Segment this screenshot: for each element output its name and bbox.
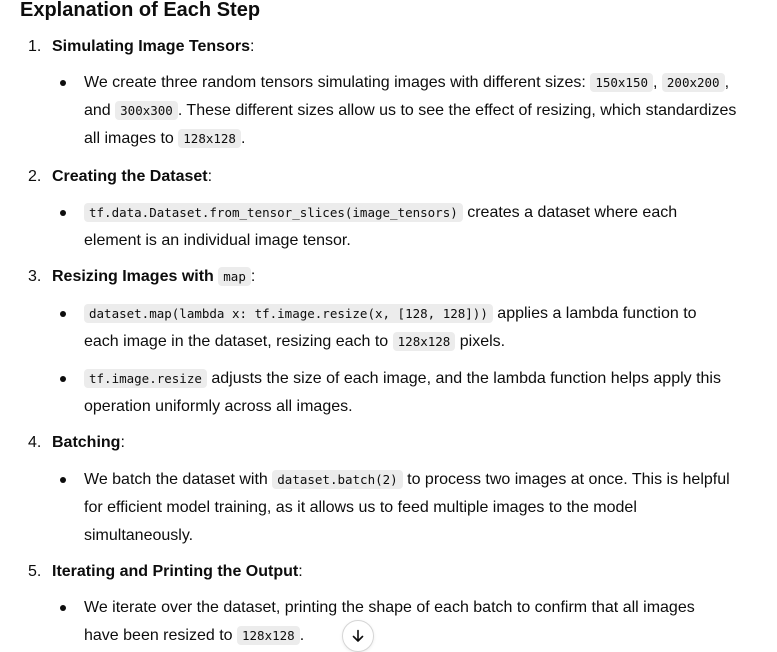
step-5-title-suffix: :	[298, 563, 303, 580]
text: ,	[724, 74, 730, 91]
inline-code: dataset.map(lambda x: tf.image.resize(x, [128, 128]))	[84, 304, 493, 323]
step-4-number: 4.	[28, 434, 42, 451]
bullet-dot	[60, 605, 66, 611]
step-3-bullet-b	[84, 365, 734, 421]
step-1-title-suffix: :	[249, 38, 255, 55]
text: all images to	[84, 130, 179, 147]
inline-code: map	[218, 267, 251, 286]
text: operation uniformly across all images.	[84, 398, 353, 415]
text: for efficient model training, as it allows us to feed multiple images to the model	[84, 499, 637, 516]
step-4-bullet	[84, 466, 734, 550]
step-4-title-text: Batching	[52, 434, 121, 451]
step-2-title-text: Creating the Dataset	[52, 168, 208, 185]
text: applies a lambda function to	[492, 305, 697, 322]
text: ,	[653, 74, 662, 91]
step-5-number: 5.	[28, 563, 42, 580]
text: . These different sizes allow us to see the effect of resizing, which standardizes	[177, 102, 737, 119]
inline-code: 128x128	[237, 626, 300, 645]
inline-code: 128x128	[178, 129, 241, 148]
text: creates a dataset where each	[462, 204, 678, 221]
step-5-title-text: Iterating and Printing the Output	[52, 563, 299, 580]
text: simultaneously.	[84, 527, 194, 544]
step-3-title	[52, 267, 255, 287]
text: pixels.	[455, 333, 506, 350]
inline-code: tf.data.Dataset.from_tensor_slices(image_tensors)	[84, 203, 463, 222]
step-1-number: 1.	[28, 38, 42, 55]
step-1-title	[52, 37, 254, 57]
text: have been resized to	[84, 627, 237, 644]
text: to process two images at once. This is helpful	[402, 471, 730, 488]
bullet-dot	[60, 80, 66, 86]
text: element is an individual image tensor.	[84, 232, 351, 249]
inline-code: dataset.batch(2)	[272, 470, 402, 489]
text: each image in the dataset, resizing each to	[84, 333, 393, 350]
step-2-title	[52, 167, 212, 187]
step-5-bullet	[84, 594, 734, 650]
text: and	[84, 102, 116, 119]
bullet-dot	[60, 210, 66, 216]
text: We iterate over the dataset, printing the shape of each batch to confirm that all images	[84, 599, 695, 616]
step-3-title-text: Resizing Images with	[52, 268, 219, 285]
step-2-number: 2.	[28, 168, 42, 185]
step-3-number: 3.	[28, 268, 42, 285]
inline-code: tf.image.resize	[84, 369, 207, 388]
text: .	[299, 627, 305, 644]
inline-code: 128x128	[393, 332, 456, 351]
text: We create three random tensors simulating images with different sizes:	[84, 74, 591, 91]
bullet-dot	[60, 311, 66, 317]
scroll-to-bottom-button[interactable]	[342, 620, 374, 652]
step-2-bullet	[84, 199, 734, 255]
step-3-bullet-a	[84, 300, 734, 356]
bullet-dot	[60, 376, 66, 382]
section-heading: Explanation of Each Step	[20, 0, 261, 21]
step-5-title	[52, 562, 303, 582]
inline-code: 150x150	[590, 73, 653, 92]
step-2-title-suffix: :	[207, 168, 213, 185]
bullet-dot	[60, 477, 66, 483]
text: .	[240, 130, 246, 147]
step-1-bullet	[84, 69, 737, 153]
step-1-title-text: Simulating Image Tensors	[52, 38, 250, 55]
step-4-title-suffix: :	[120, 434, 125, 451]
step-4-title	[52, 433, 125, 453]
inline-code: 300x300	[115, 101, 178, 120]
step-3-title-suffix: :	[250, 268, 256, 285]
text: adjusts the size of each image, and the lambda function helps apply this	[206, 370, 721, 387]
inline-code: 200x200	[662, 73, 725, 92]
arrow-down-icon	[351, 629, 365, 643]
text: We batch the dataset with	[84, 471, 273, 488]
